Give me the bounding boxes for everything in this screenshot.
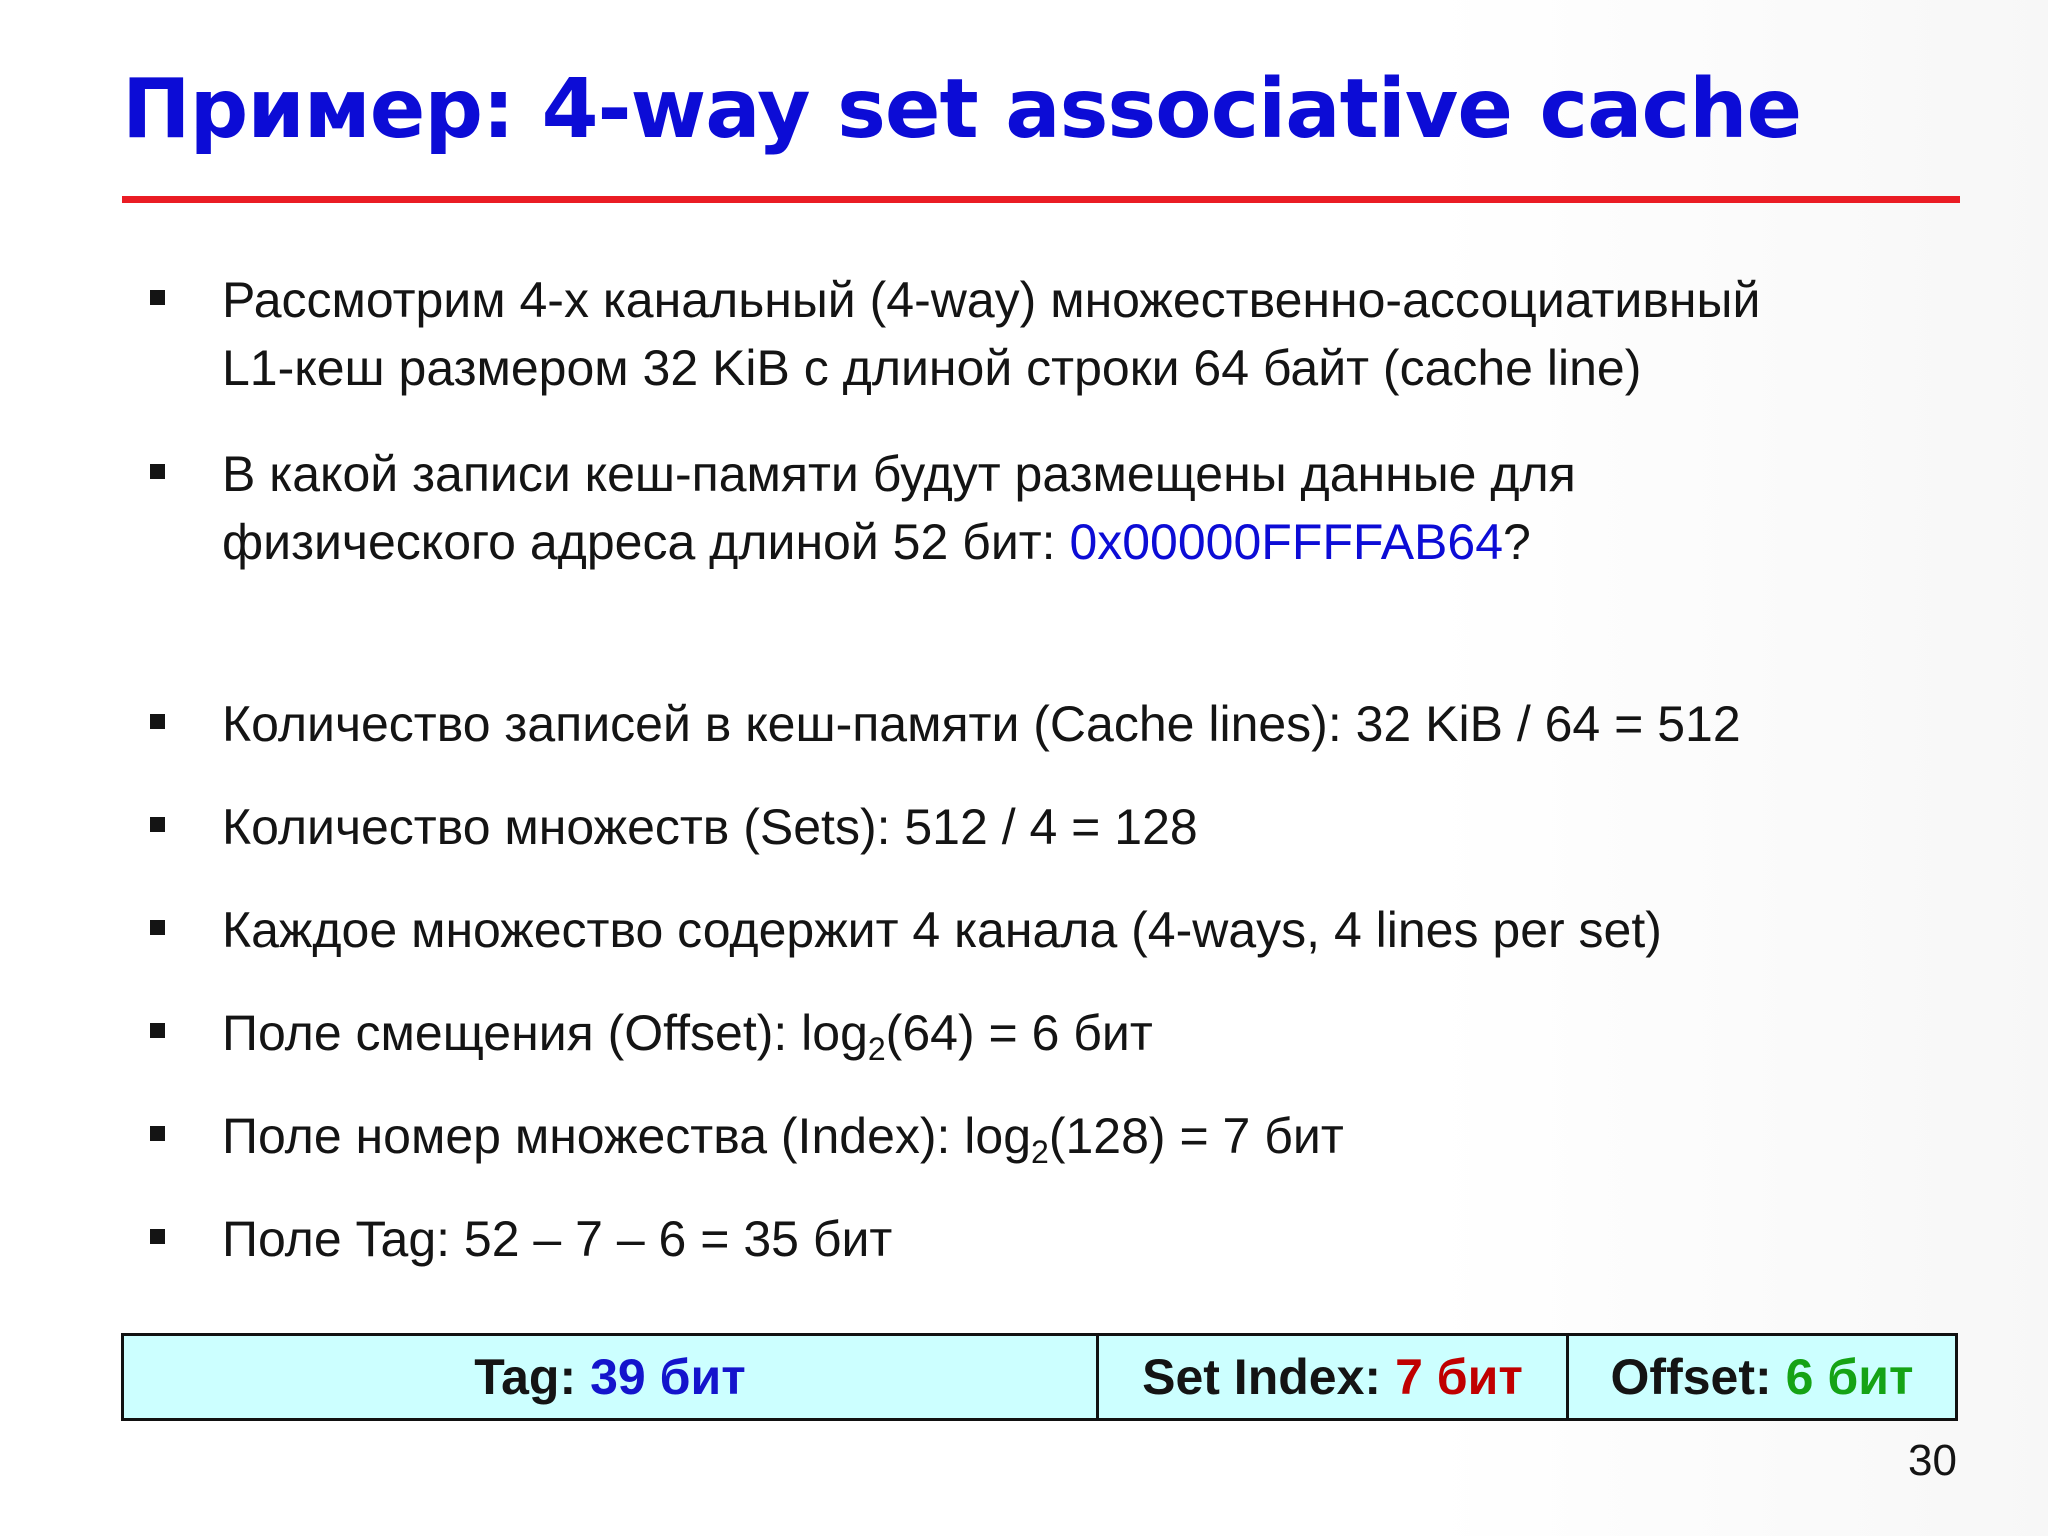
tag-field-cell xyxy=(124,1336,1096,1418)
offset-formula-suffix: (64) = 6 бит xyxy=(885,1005,1153,1061)
bullet-square-icon xyxy=(150,1229,165,1244)
bullet-square-icon xyxy=(150,290,165,305)
page-number: 30 xyxy=(1908,1436,1957,1485)
index-field-label: Set Index: xyxy=(1142,1349,1382,1405)
title-underline xyxy=(122,196,1960,203)
offset-field-value: 6 бит xyxy=(1785,1349,1914,1405)
bullet-line: L1-кеш размером 32 KiB с длиной строки 64 байт (cache line) xyxy=(222,340,1642,396)
offset-formula-prefix: Поле смещения (Offset): log xyxy=(222,1005,868,1061)
bullet-line: физического адреса длиной 52 бит: xyxy=(222,514,1070,570)
physical-address: 0x00000FFFFAB64 xyxy=(1069,514,1504,570)
bullet-line: В какой записи кеш-памяти будут размещены данные для xyxy=(222,446,1576,502)
log-base: 2 xyxy=(1031,1134,1049,1170)
bullet-square-icon xyxy=(150,920,165,935)
bullet-square-icon xyxy=(150,1023,165,1038)
bullet-text: Каждое множество содержит 4 канала (4-ways, 4 lines per set) xyxy=(222,902,1662,958)
bullet-square-icon xyxy=(150,714,165,729)
index-formula-suffix: (128) = 7 бит xyxy=(1048,1108,1344,1164)
tag-field-value: 39 бит xyxy=(590,1349,746,1405)
bullet-text xyxy=(222,1102,1922,1170)
address-field-table xyxy=(121,1333,1958,1421)
bullet-text: Количество множеств (Sets): 512 / 4 = 128 xyxy=(222,799,1198,855)
bullet-text xyxy=(222,440,1922,576)
index-formula-prefix: Поле номер множества (Index): log xyxy=(222,1108,1032,1164)
log-base: 2 xyxy=(867,1031,886,1067)
bullet-text xyxy=(222,999,1922,1067)
slide-title: Пример: 4-way set associative cache xyxy=(122,62,1802,157)
bullet-text: Поле Tag: 52 – 7 – 6 = 35 бит xyxy=(222,1211,893,1267)
bullet-square-icon xyxy=(150,817,165,832)
bullet-text xyxy=(222,266,1922,402)
bullet-text: Количество записей в кеш-памяти (Cache lines): 32 KiB / 64 = 512 xyxy=(222,696,1741,752)
tag-field-label: Tag: xyxy=(474,1349,577,1405)
index-field-cell xyxy=(1096,1336,1566,1418)
offset-field-cell xyxy=(1566,1336,1955,1418)
bullet-square-icon xyxy=(150,464,165,479)
index-field-value: 7 бит xyxy=(1395,1349,1523,1405)
bullet-square-icon xyxy=(150,1126,165,1141)
offset-field-label: Offset: xyxy=(1610,1349,1772,1405)
bullet-line: Рассмотрим 4-х канальный (4-way) множественно-ассоциативный xyxy=(222,272,1761,328)
question-mark: ? xyxy=(1503,514,1531,570)
